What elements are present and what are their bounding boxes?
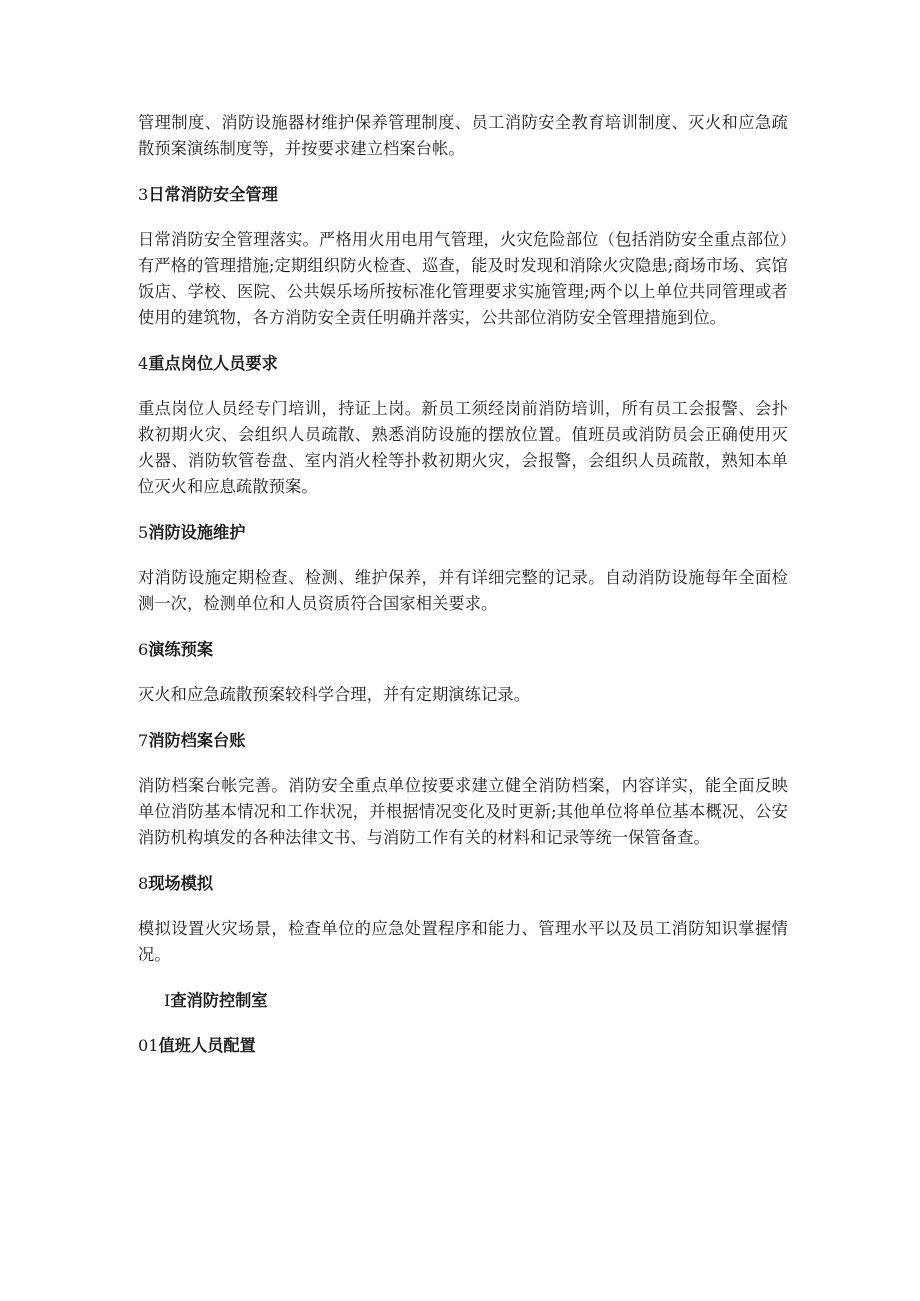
paragraph-intro: 管理制度、消防设施器材维护保养管理制度、员工消防安全教育培训制度、灭火和应急疏散预案演练制度等，并按要求建立档案台帐。 [138,113,788,158]
document-page [138,110,788,1059]
heading-text: 演练预案 [148,640,214,659]
heading-text: 查消防控制室 [170,991,268,1010]
paragraph-onsite-simulation: 模拟设置火灾场景，检查单位的应急处置程序和能力、管理水平以及员工消防知识掌握情况。 [138,919,788,964]
heading-fire-records [138,728,788,754]
heading-text: 重点岗位人员要求 [148,354,278,373]
heading-text: 值班人员配置 [158,1036,256,1055]
paragraph-fire-records: 消防档案台帐完善。消防安全重点单位按要求建立健全消防档案，内容详实，能全面反映单位消防基本情况和工作状况，并根据情况变化及时更新;其他单位将单位基本概况、公安消防机构填发的各种法律文书、与消防工作有关的材料和记录等统一保管备查。 [138,776,788,847]
heading-drill-plan [138,637,788,663]
heading-text: 消防设施维护 [148,523,246,542]
heading-text: 日常消防安全管理 [148,185,278,204]
paragraph-drill-plan: 灭火和应急疏散预案较科学合理，并有定期演练记录。 [138,685,531,704]
heading-number: 01 [138,1036,159,1055]
heading-key-personnel [138,351,788,377]
paragraph-facility-maintenance: 对消防设施定期检查、检测、维护保养，并有详细完整的记录。自动消防设施每年全面检测一次，检测单位和人员资质符合国家相关要求。 [138,568,788,613]
heading-duty-staffing [138,1033,788,1059]
heading-text: 消防档案台账 [148,731,246,750]
heading-number: 5 [138,523,149,542]
heading-number: 4 [138,354,149,373]
heading-number: 3 [138,185,149,204]
heading-onsite-simulation [138,871,788,897]
heading-number: 6 [138,640,149,659]
paragraph-daily-fire-safety: 日常消防安全管理落实。严格用火用电用气管理，火灾危险部位（包括消防安全重点部位）有严格的管理措施;定期组织防火检查、巡查，能及时发现和消除火灾隐患;商场市场、宾馆饭店、学校、医院、公共娱乐场所按标准化管理要求实施管理;两个以上单位共同管理或者使用的建筑物，各方消防安全责任明确并落实，公共部位消防安全管理措施到位。 [138,230,788,327]
heading-number: 7 [138,731,149,750]
heading-text: 现场模拟 [148,874,214,893]
heading-control-room [138,988,788,1014]
heading-daily-fire-safety [138,182,788,208]
heading-number: 8 [138,874,149,893]
heading-facility-maintenance [138,520,788,546]
heading-number: I [164,991,171,1010]
paragraph-key-personnel: 重点岗位人员经专门培训，持证上岗。新员工须经岗前消防培训，所有员工会报警、会扑救初期火灾、会组织人员疏散、熟悉消防设施的摆放位置。值班员或消防员会正确使用灭火器、消防软管卷盘、室内消火栓等扑救初期火灾，会报警，会组织人员疏散，熟知本单位灭火和应息疏散预案。 [138,399,788,496]
